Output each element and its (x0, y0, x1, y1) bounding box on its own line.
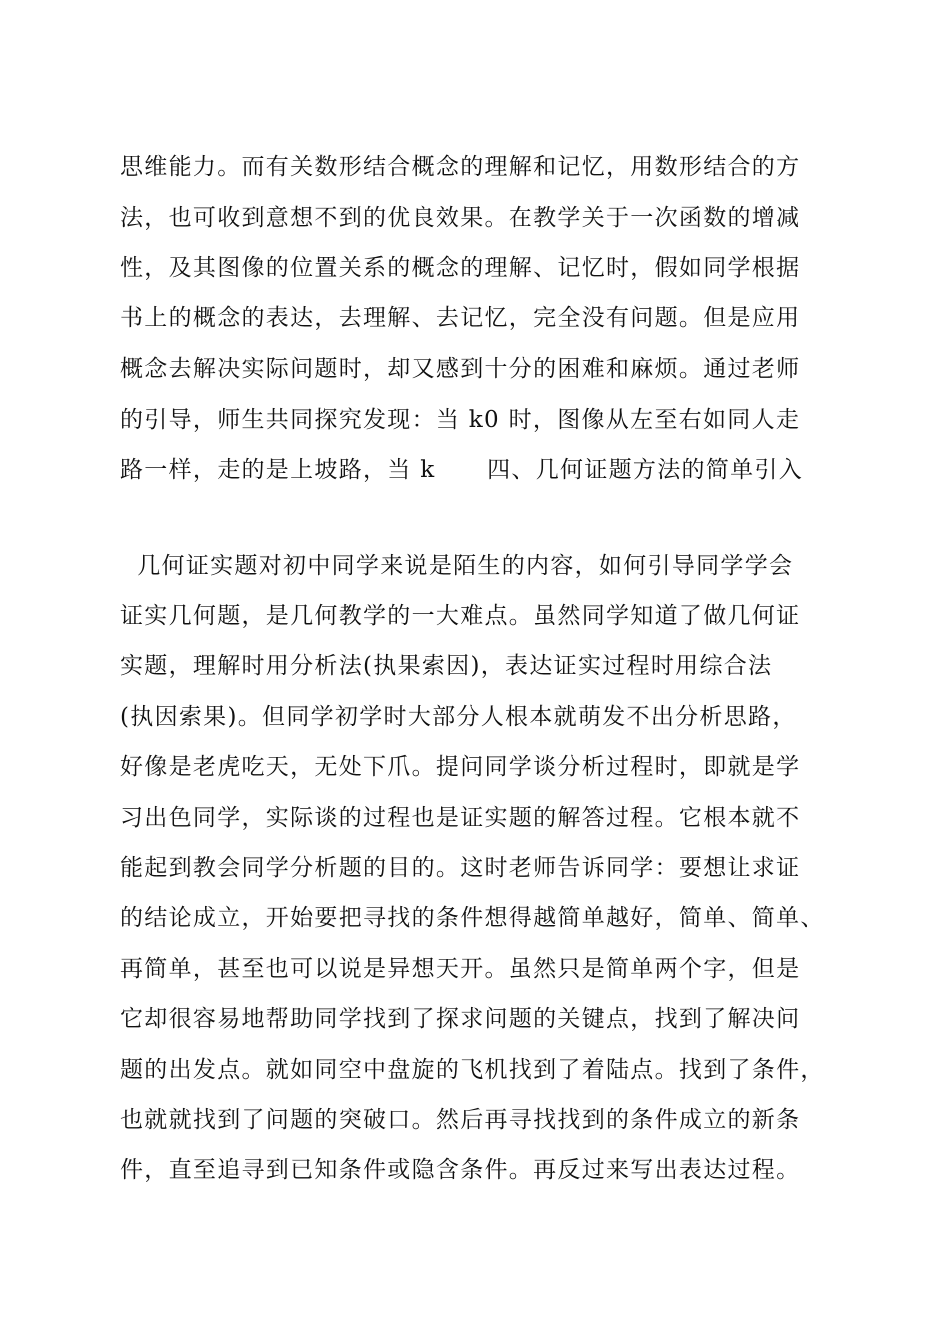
text-line: 性，及其图像的位置关系的概念的理解、记忆时，假如同学根据 (120, 255, 801, 281)
text-line: 证实几何题，是几何教学的一大难点。虽然同学知道了做几何证 (120, 603, 801, 629)
text-line: (执因索果)。但同学初学时大部分人根本就萌发不出分析思路， (120, 704, 797, 730)
text-line: 习出色同学，实际谈的过程也是证实题的解答过程。它根本就不 (120, 805, 801, 831)
text-line: 书上的概念的表达，去理解、去记忆，完全没有问题。但是应用 (120, 305, 801, 331)
text-line: 的引导，师生共同探究发现：当 k0 时，图像从左至右如同人走 (120, 407, 801, 433)
text-line: 几何证实题对初中同学来说是陌生的内容，如何引导同学学会 (120, 553, 794, 579)
text-line: 再简单，甚至也可以说是异想天开。虽然只是简单两个字，但是 (120, 956, 801, 982)
text-line: 也就就找到了问题的突破口。然后再寻找找到的条件成立的新条 (120, 1107, 801, 1133)
text-line: 它却很容易地帮助同学找到了探求问题的关键点，找到了解决问 (120, 1006, 801, 1032)
text-line: 件，直至追寻到已知条件或隐含条件。再反过来写出表达过程。 (120, 1157, 801, 1183)
text-line: 路一样，走的是上坡路，当 k 四、几何证题方法的简单引入 (120, 457, 804, 483)
text-line: 思维能力。而有关数形结合概念的理解和记忆，用数形结合的方 (120, 154, 801, 180)
text-line: 实题，理解时用分析法(执果索因)，表达证实过程时用综合法 (120, 653, 773, 679)
text-line: 法，也可收到意想不到的优良效果。在教学关于一次函数的增减 (120, 205, 801, 231)
text-line: 题的出发点。就如同空中盘旋的飞机找到了着陆点。找到了条件， (120, 1057, 825, 1083)
text-line: 好像是老虎吃天，无处下爪。提问同学谈分析过程时，即就是学 (120, 754, 801, 780)
text-line: 概念去解决实际问题时，却又感到十分的困难和麻烦。通过老师 (120, 356, 801, 382)
text-line: 能起到教会同学分析题的目的。这时老师告诉同学：要想让求证 (120, 855, 801, 881)
text-line: 的结论成立，开始要把寻找的条件想得越简单越好，简单、简单、 (120, 905, 825, 931)
